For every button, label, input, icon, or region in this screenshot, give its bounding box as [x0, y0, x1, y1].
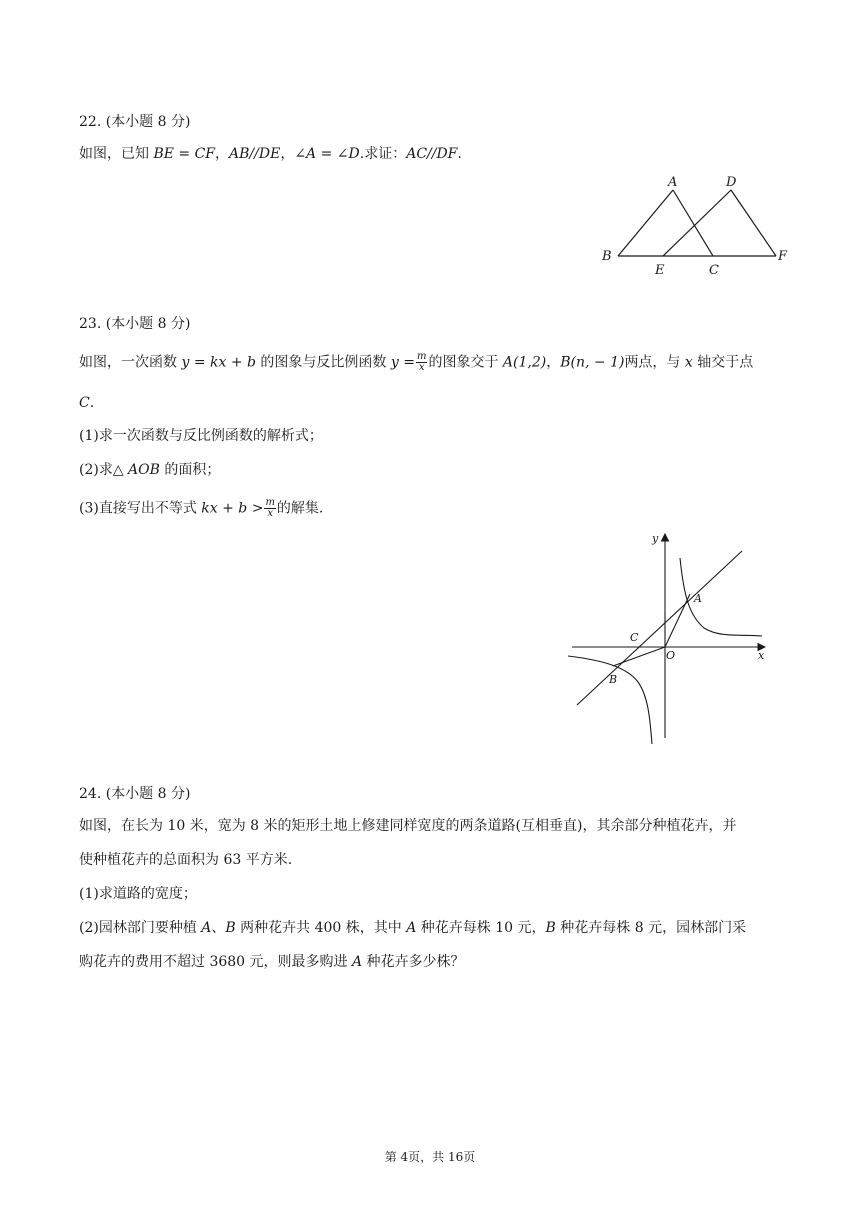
label-A: A: [668, 175, 678, 190]
q24-statement-line1: 如图，在长为 10 米，宽为 8 米的矩形土地上修建同样宽度的两条道路(互相垂直)，其余部分种植花卉，并: [79, 818, 737, 834]
q23-heading: 23. (本小题 8 分): [79, 316, 191, 332]
q23-statement-line2: [79, 393, 94, 413]
q23-part2: [79, 460, 220, 480]
text: 、: [211, 920, 226, 936]
label-E: E: [655, 263, 665, 278]
label-O: O: [666, 649, 676, 662]
label-y: y: [652, 532, 659, 545]
text: ，: [215, 146, 230, 162]
text: ，: [546, 354, 561, 371]
math: AC//DF: [406, 146, 458, 162]
text: 购花卉的费用不超过 3680 元，则最多购进: [79, 954, 352, 970]
q23-part3: [79, 498, 323, 519]
math: AB//DE: [229, 146, 281, 162]
math: kx + b >: [201, 500, 264, 517]
label-F: F: [778, 249, 788, 264]
text: ，: [280, 146, 295, 162]
q24-part2-line2: [79, 952, 465, 972]
math: C: [79, 395, 90, 411]
label-D: D: [726, 175, 737, 190]
text: 的图象交于: [428, 354, 503, 371]
text: 的解集.: [276, 500, 324, 517]
text: .求证：: [359, 146, 407, 162]
text: 两种花卉共 400 株，其中: [235, 920, 407, 936]
text: 种花卉多少株？: [362, 954, 465, 970]
segment-OB: [613, 647, 665, 666]
denominator: x: [418, 362, 425, 373]
q24-part1: (1)求道路的宽度；: [79, 886, 197, 902]
label-C: C: [709, 263, 719, 278]
q22-triangle-figure: [596, 170, 796, 280]
q24-part2-line1: [79, 918, 746, 938]
text: 如图，一次函数: [79, 354, 182, 371]
numerator: m: [265, 497, 275, 508]
math: A: [351, 954, 363, 970]
q23-part1: (1)求一次函数与反比例函数的解析式；: [79, 428, 323, 444]
text: 种花卉每株 10 元，: [416, 920, 546, 936]
text: .: [89, 395, 95, 411]
label-C: C: [630, 631, 639, 644]
math: x: [684, 354, 693, 371]
math: A(1,2): [502, 354, 547, 371]
label-x: x: [758, 649, 765, 662]
math: B(n, − 1): [560, 354, 625, 371]
math: ∠A = ∠D: [294, 146, 360, 162]
math: y = kx + b: [181, 354, 256, 371]
math: △ AOB: [112, 462, 160, 478]
math: A: [406, 920, 417, 936]
denominator: x: [267, 508, 273, 519]
q24-heading: 24. (本小题 8 分): [79, 786, 191, 802]
text: .: [457, 146, 462, 162]
math: B: [225, 920, 236, 936]
hyperbola-branch-quadrant-3: [568, 656, 652, 744]
q23-statement-line1: [79, 352, 753, 373]
q22-statement: [79, 144, 462, 164]
text: 的面积；: [159, 462, 221, 478]
text: (3)直接写出不等式: [79, 500, 202, 517]
label-B: B: [602, 249, 612, 264]
segment-OA: [665, 594, 690, 647]
numerator: m: [416, 351, 427, 362]
math: y =: [390, 354, 415, 371]
math: A: [201, 920, 212, 936]
fraction-m-over-x: [416, 352, 427, 373]
text: (2)求: [79, 462, 113, 478]
text: 的图象与反比例函数: [255, 354, 391, 371]
page-footer: 第 4页，共 16页: [384, 1150, 476, 1164]
text: 种花卉每株 8 元，园林部门采: [555, 920, 747, 936]
text: 如图，已知: [79, 146, 154, 162]
q22-heading: 22. (本小题 8 分): [79, 114, 191, 130]
label-A: A: [694, 592, 702, 605]
math: BE = CF: [153, 146, 216, 162]
q24-statement-line2: 使种植花卉的总面积为 63 平方米.: [79, 852, 293, 868]
fraction-m-over-x: [264, 498, 275, 519]
text: (2)园林部门要种植: [79, 920, 202, 936]
q23-function-graph: [560, 528, 780, 748]
text: 两点，与: [624, 354, 685, 371]
linear-function-line: [577, 551, 742, 705]
math: B: [545, 920, 556, 936]
text: 轴交于点: [692, 354, 754, 371]
label-B: B: [609, 673, 618, 686]
